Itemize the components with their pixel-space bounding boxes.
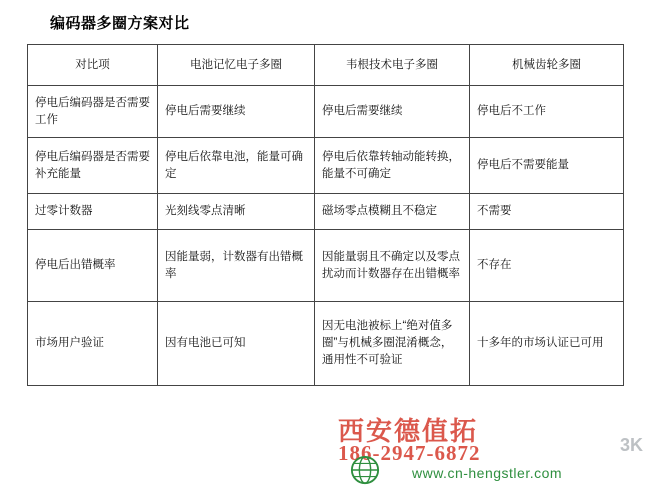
comparison-table (27, 44, 624, 386)
table-row (28, 138, 624, 194)
column-header-item: 对比项 (28, 45, 158, 86)
cell-battery: 停电后需要继续 (158, 86, 315, 138)
column-header-wiegand: 韦根技术电子多圈 (315, 45, 470, 86)
table-header-row (28, 45, 624, 86)
row-label: 市场用户验证 (28, 302, 158, 386)
cell-gear: 不存在 (470, 230, 624, 302)
cell-wiegand: 因能量弱且不确定以及零点扰动而计数器存在出错概率 (315, 230, 470, 302)
watermark-phone: 186-2947-6872 (338, 441, 481, 465)
row-label: 停电后出错概率 (28, 230, 158, 302)
table-row (28, 302, 624, 386)
table-body (28, 86, 624, 386)
cell-battery: 因有电池已可知 (158, 302, 315, 386)
table-header (28, 45, 624, 86)
cell-gear: 停电后不需要能量 (470, 138, 624, 194)
cell-gear: 十多年的市场认证已可用 (470, 302, 624, 386)
row-label: 过零计数器 (28, 194, 158, 230)
cell-wiegand: 因无电池被标上“绝对值多圈”与机械多圈混淆概念，通用性不可验证 (315, 302, 470, 386)
cell-wiegand: 停电后依靠转轴动能转换，能量不可确定 (315, 138, 470, 194)
page-title: 编码器多圈方案对比 (50, 15, 190, 32)
column-header-gear: 机械齿轮多圈 (470, 45, 624, 86)
table-row (28, 230, 624, 302)
cell-wiegand: 停电后需要继续 (315, 86, 470, 138)
cell-battery: 因能量弱，计数器有出错概率 (158, 230, 315, 302)
column-header-battery: 电池记忆电子多圈 (158, 45, 315, 86)
cell-gear: 停电后不工作 (470, 86, 624, 138)
cell-battery: 停电后依靠电池，能量可确定 (158, 138, 315, 194)
row-label: 停电后编码器是否需要补充能量 (28, 138, 158, 194)
globe-icon (350, 455, 380, 485)
table-row (28, 194, 624, 230)
table-row (28, 86, 624, 138)
watermark-url: www.cn-hengstler.com (412, 465, 563, 481)
watermark-overlay (150, 405, 644, 483)
cell-battery: 光刻线零点清晰 (158, 194, 315, 230)
cell-gear: 不需要 (470, 194, 624, 230)
watermark-badge: 3K (620, 435, 644, 455)
cell-wiegand: 磁场零点模糊且不稳定 (315, 194, 470, 230)
row-label: 停电后编码器是否需要工作 (28, 86, 158, 138)
watermark-company: 西安德值拓 (338, 417, 479, 446)
